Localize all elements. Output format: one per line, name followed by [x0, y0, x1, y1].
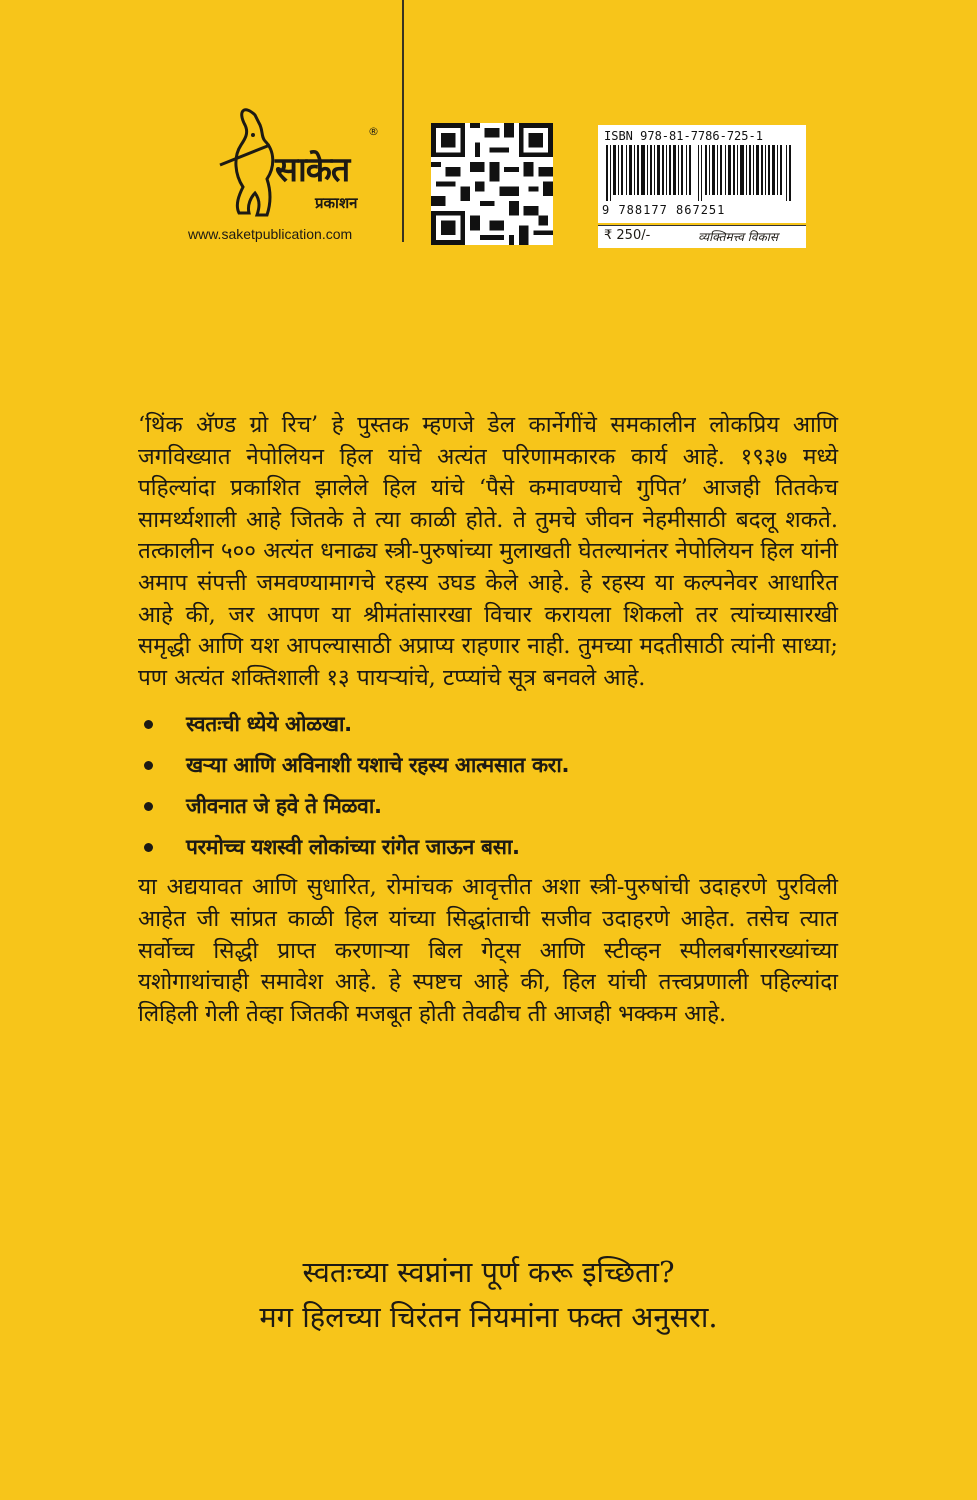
isbn-barcode — [598, 125, 806, 247]
list-item — [138, 704, 838, 745]
book-category: व्यक्तिमत्त्व विकास — [698, 230, 778, 244]
tagline — [0, 1250, 977, 1340]
registered-mark: ® — [368, 125, 379, 138]
blurb-paragraph-2: या अद्ययावत आणि सुधारित, रोमांचक आवृत्तीत अशा स्त्री-पुरुषांची उदाहरणे पुरविली आहेत जी सांप्रत काळी हिल यांच्या सिद्धांताची सजीव उदाहरणे आहेत. तसेच त्यात सर्वोच्च सिद्धी प्राप्त करणाऱ्या बिल गेट्स आणि स्टीव्हन स्पीलबर्गसारख्यांच्या यशोगाथांचाही समावेश आहे. हे स्पष्टच आहे की, हिल यांची तत्त्वप्रणाली पहिल्यांदा लिहिली गेली तेव्हा जितकी मजबूत होती तेवढीच ती आजही भक्कम आहे. — [138, 874, 838, 1027]
price-row — [598, 225, 806, 248]
barcode-number: 9 788177 867251 — [602, 203, 726, 217]
tagline-line-2: मग हिलच्या चिरंतन नियमांना फक्त अनुसरा. — [259, 1300, 718, 1334]
bullet-icon — [144, 761, 153, 770]
isbn-label: ISBN 978-81-7786-725-1 — [604, 129, 763, 143]
list-item — [138, 827, 838, 868]
blurb-paragraph-1: ‘थिंक अ‍ॅण्ड ग्रो रिच’ हे पुस्तक म्हणजे डेल कार्नेगींचे समकालीन लोकप्रिय आणि जगविख्यात नेपोलियन हिल यांचे अत्यंत परिणामकारक कार्य आहे. १९३७ मध्ये पहिल्यांदा प्रकाशित झालेले हिल यांचे ‘पैसे कमावण्याचे गुपित’ आजही तितकेच सामर्थ्यशाली आहे जितके ते त्या काळी होते. ते तुमचे जीवन नेहमीसाठी बदलू शकते. तत्कालीन ५०० अत्यंत धनाढ्य स्त्री-पुरुषांच्या मुलाखती घेतल्यानंतर नेपोलियन हिल यांनी अमाप संपत्ती जमवण्यामागचे रहस्य उघड केले आहे. हे रहस्य या कल्पनेवर आधारित आहे की, जर आपण या श्रीमंतांसारखा विचार करायला शिकलो तर त्यांच्यासारखी समृद्धी आणि यश आपल्यासाठी अप्राप्य राहणार नाही. तुमच्या मदतीसाठी त्यांनी साध्या; पण अत्यंत शक्तिशाली १३ पायऱ्यांचे, टप्प्यांचे सूत्र बनवले आहे. — [138, 412, 838, 691]
bullet-icon — [144, 720, 153, 729]
list-item — [138, 745, 838, 786]
price: ₹ 250/- — [604, 228, 651, 243]
barcode-panel — [598, 125, 806, 223]
qr-code[interactable] — [431, 123, 553, 245]
bullet-icon — [144, 802, 153, 811]
tagline-line-1: स्वतःच्या स्वप्नांना पूर्ण करू इच्छिता? — [302, 1255, 675, 1289]
logo-wordmark: साकेत — [275, 150, 350, 190]
back-cover-header — [0, 0, 977, 260]
list-item-text: जीवनात जे हवे ते मिळवा. — [186, 794, 382, 819]
publisher-logo — [215, 105, 380, 225]
blurb — [138, 410, 838, 1030]
list-item-text: स्वतःची ध्येये ओळखा. — [186, 712, 352, 737]
bullet-icon — [144, 843, 153, 852]
publisher-url[interactable]: www.saketpublication.com — [188, 226, 353, 242]
list-item — [138, 786, 838, 827]
barcode-bars — [606, 145, 798, 201]
list-item-text: परमोच्च यशस्वी लोकांच्या रांगेत जाऊन बसा. — [186, 835, 520, 860]
logo-subtitle: प्रकाशन — [315, 194, 358, 212]
header-divider — [402, 0, 404, 242]
list-item-text: खऱ्या आणि अविनाशी यशाचे रहस्य आत्मसात करा. — [186, 753, 570, 778]
key-points-list — [138, 704, 838, 868]
